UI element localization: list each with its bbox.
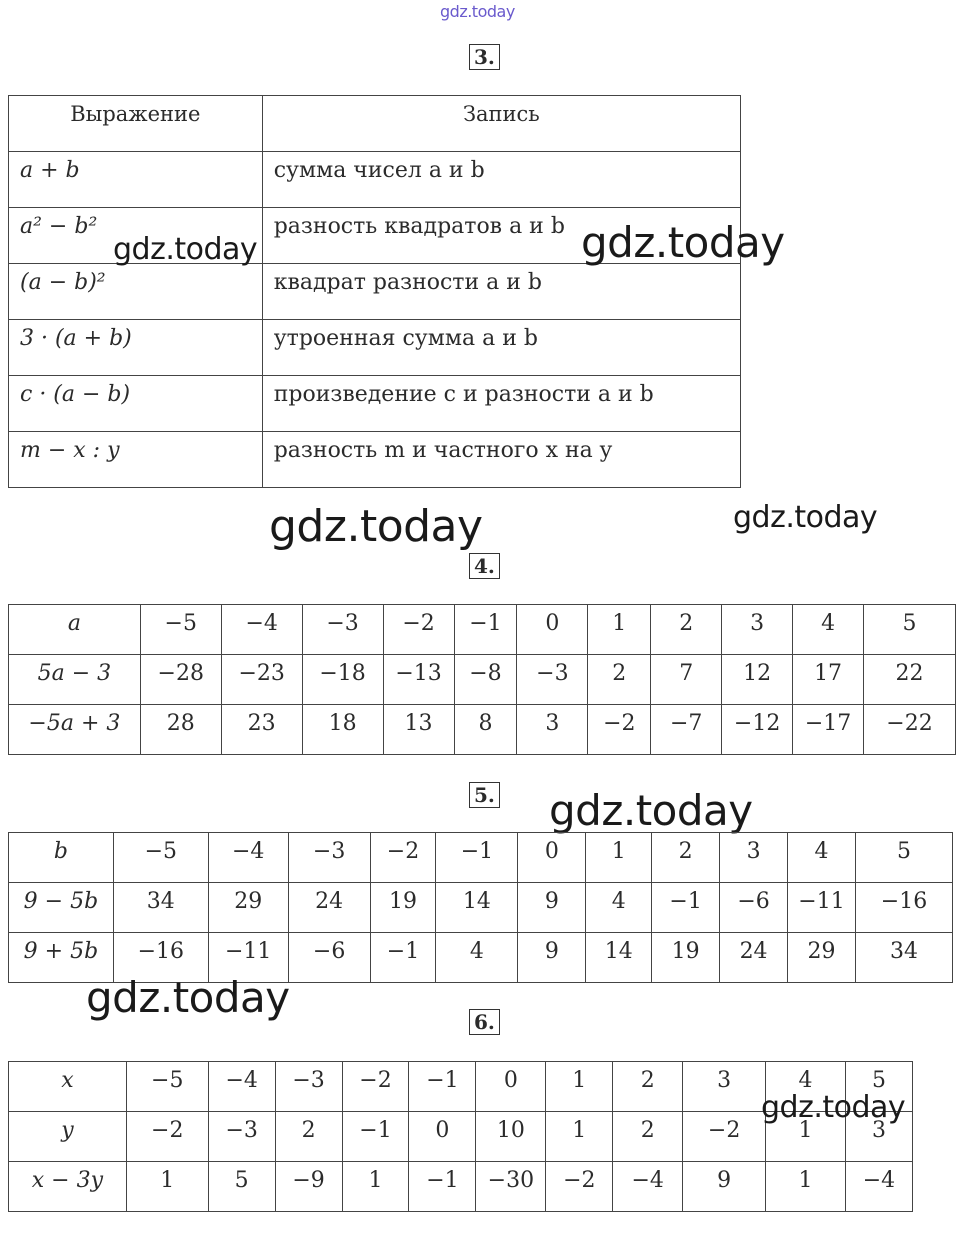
- value-cell: −11: [208, 933, 288, 983]
- value-cell: 3: [722, 605, 793, 655]
- row-label-cell: −5a + 3: [9, 705, 141, 755]
- task-3-table: [8, 95, 741, 488]
- table-row: [9, 705, 956, 755]
- value-cell: −4: [208, 1062, 275, 1112]
- value-cell: 9: [518, 883, 586, 933]
- table-header-row: [9, 96, 741, 152]
- text-cell: сумма чисел a и b: [262, 152, 740, 208]
- value-cell: −30: [476, 1162, 546, 1212]
- watermark: gdz.today: [733, 500, 878, 535]
- table-row: [9, 320, 741, 376]
- value-cell: −8: [454, 655, 517, 705]
- table-row: [9, 432, 741, 488]
- table-row: [9, 1162, 913, 1212]
- value-cell: 13: [383, 705, 454, 755]
- task-6-body: [9, 1062, 913, 1212]
- value-cell: −1: [454, 605, 517, 655]
- table-row: [9, 883, 953, 933]
- value-cell: −1: [652, 883, 720, 933]
- watermark: gdz.today: [113, 232, 258, 267]
- value-cell: −4: [208, 833, 288, 883]
- value-cell: 0: [476, 1062, 546, 1112]
- value-cell: −2: [126, 1112, 208, 1162]
- value-cell: 7: [651, 655, 722, 705]
- value-cell: 0: [409, 1112, 476, 1162]
- row-label-cell: x − 3y: [9, 1162, 127, 1212]
- value-cell: 1: [766, 1112, 846, 1162]
- value-cell: −3: [288, 833, 370, 883]
- value-cell: −6: [288, 933, 370, 983]
- table-row: [9, 152, 741, 208]
- value-cell: −1: [342, 1112, 409, 1162]
- text-cell: разность квадратов a и b: [262, 208, 740, 264]
- value-cell: 3: [683, 1062, 766, 1112]
- value-cell: 29: [788, 933, 856, 983]
- value-cell: 29: [208, 883, 288, 933]
- header-expression: Выражение: [9, 96, 263, 152]
- value-cell: 5: [845, 1062, 912, 1112]
- value-cell: −3: [517, 655, 588, 705]
- value-cell: 4: [766, 1062, 846, 1112]
- expr-cell: 3 · (a + b): [9, 320, 263, 376]
- text-cell: квадрат разности a и b: [262, 264, 740, 320]
- task-5-number: 5.: [469, 782, 500, 808]
- value-cell: −3: [275, 1062, 342, 1112]
- value-cell: −7: [651, 705, 722, 755]
- value-cell: −5: [113, 833, 208, 883]
- row-label-cell: 9 + 5b: [9, 933, 114, 983]
- value-cell: 0: [517, 605, 588, 655]
- row-label-cell: 5a − 3: [9, 655, 141, 705]
- value-cell: 9: [518, 933, 586, 983]
- value-cell: 19: [370, 883, 436, 933]
- value-cell: 2: [613, 1062, 683, 1112]
- value-cell: 34: [113, 883, 208, 933]
- value-cell: 1: [766, 1162, 846, 1212]
- value-cell: 12: [722, 655, 793, 705]
- value-cell: 14: [586, 933, 652, 983]
- value-cell: 2: [652, 833, 720, 883]
- value-cell: −6: [720, 883, 788, 933]
- expr-cell: c · (a − b): [9, 376, 263, 432]
- table-row: [9, 605, 956, 655]
- table-row: [9, 833, 953, 883]
- value-cell: 1: [546, 1112, 613, 1162]
- value-cell: 2: [613, 1112, 683, 1162]
- value-cell: 2: [651, 605, 722, 655]
- row-label-cell: x: [9, 1062, 127, 1112]
- value-cell: 1: [586, 833, 652, 883]
- value-cell: −16: [855, 883, 952, 933]
- value-cell: −4: [221, 605, 302, 655]
- value-cell: 4: [436, 933, 518, 983]
- task-6-table: [8, 1061, 913, 1212]
- value-cell: −11: [788, 883, 856, 933]
- value-cell: 14: [436, 883, 518, 933]
- value-cell: −2: [588, 705, 651, 755]
- watermark: gdz.today: [581, 218, 785, 267]
- value-cell: 9: [683, 1162, 766, 1212]
- value-cell: 1: [126, 1162, 208, 1212]
- text-cell: произведение c и разности a и b: [262, 376, 740, 432]
- value-cell: 5: [864, 605, 956, 655]
- table-row: [9, 655, 956, 705]
- value-cell: 24: [720, 933, 788, 983]
- task-5-body: [9, 833, 953, 983]
- value-cell: −2: [383, 605, 454, 655]
- row-label-cell: 9 − 5b: [9, 883, 114, 933]
- task-4-number: 4.: [469, 553, 500, 579]
- value-cell: −5: [140, 605, 221, 655]
- value-cell: −9: [275, 1162, 342, 1212]
- value-cell: −12: [722, 705, 793, 755]
- value-cell: −1: [436, 833, 518, 883]
- value-cell: 5: [208, 1162, 275, 1212]
- value-cell: 19: [652, 933, 720, 983]
- task-6-number: 6.: [469, 1009, 500, 1035]
- value-cell: 4: [586, 883, 652, 933]
- value-cell: 4: [788, 833, 856, 883]
- table-row: [9, 264, 741, 320]
- watermark: gdz.today: [269, 501, 483, 552]
- value-cell: −13: [383, 655, 454, 705]
- task-4-table: [8, 604, 956, 755]
- value-cell: 3: [845, 1112, 912, 1162]
- watermark: gdz.today: [761, 1090, 906, 1125]
- value-cell: 1: [546, 1062, 613, 1112]
- value-cell: −2: [683, 1112, 766, 1162]
- value-cell: −17: [793, 705, 864, 755]
- value-cell: 22: [864, 655, 956, 705]
- task-3-number: 3.: [469, 44, 500, 70]
- value-cell: −1: [409, 1162, 476, 1212]
- watermark: gdz.today: [549, 786, 753, 835]
- value-cell: −2: [342, 1062, 409, 1112]
- value-cell: 1: [342, 1162, 409, 1212]
- value-cell: −18: [302, 655, 383, 705]
- header-record: Запись: [262, 96, 740, 152]
- text-cell: утроенная сумма a и b: [262, 320, 740, 376]
- text-cell: разность m и частного x на y: [262, 432, 740, 488]
- value-cell: 8: [454, 705, 517, 755]
- value-cell: −22: [864, 705, 956, 755]
- value-cell: 4: [793, 605, 864, 655]
- watermark-top: gdz.today: [440, 2, 515, 21]
- table-row: [9, 376, 741, 432]
- value-cell: 18: [302, 705, 383, 755]
- value-cell: −23: [221, 655, 302, 705]
- value-cell: 3: [517, 705, 588, 755]
- value-cell: 0: [518, 833, 586, 883]
- value-cell: −16: [113, 933, 208, 983]
- value-cell: −5: [126, 1062, 208, 1112]
- value-cell: 10: [476, 1112, 546, 1162]
- value-cell: −4: [613, 1162, 683, 1212]
- value-cell: 2: [588, 655, 651, 705]
- expr-cell: a + b: [9, 152, 263, 208]
- task-4-body: [9, 605, 956, 755]
- value-cell: −3: [208, 1112, 275, 1162]
- value-cell: −1: [409, 1062, 476, 1112]
- value-cell: −28: [140, 655, 221, 705]
- row-label-cell: b: [9, 833, 114, 883]
- row-label-cell: a: [9, 605, 141, 655]
- value-cell: −2: [370, 833, 436, 883]
- value-cell: 34: [855, 933, 952, 983]
- value-cell: 5: [855, 833, 952, 883]
- value-cell: 24: [288, 883, 370, 933]
- value-cell: 17: [793, 655, 864, 705]
- value-cell: 3: [720, 833, 788, 883]
- value-cell: 1: [588, 605, 651, 655]
- value-cell: 2: [275, 1112, 342, 1162]
- row-label-cell: y: [9, 1112, 127, 1162]
- value-cell: −2: [546, 1162, 613, 1212]
- expr-cell: m − x : y: [9, 432, 263, 488]
- expr-cell: a² − b²: [9, 208, 263, 264]
- value-cell: −1: [370, 933, 436, 983]
- expr-cell: (a − b)²: [9, 264, 263, 320]
- watermark: gdz.today: [86, 973, 290, 1022]
- value-cell: 23: [221, 705, 302, 755]
- value-cell: 28: [140, 705, 221, 755]
- value-cell: −3: [302, 605, 383, 655]
- value-cell: −4: [845, 1162, 912, 1212]
- task-5-table: [8, 832, 953, 983]
